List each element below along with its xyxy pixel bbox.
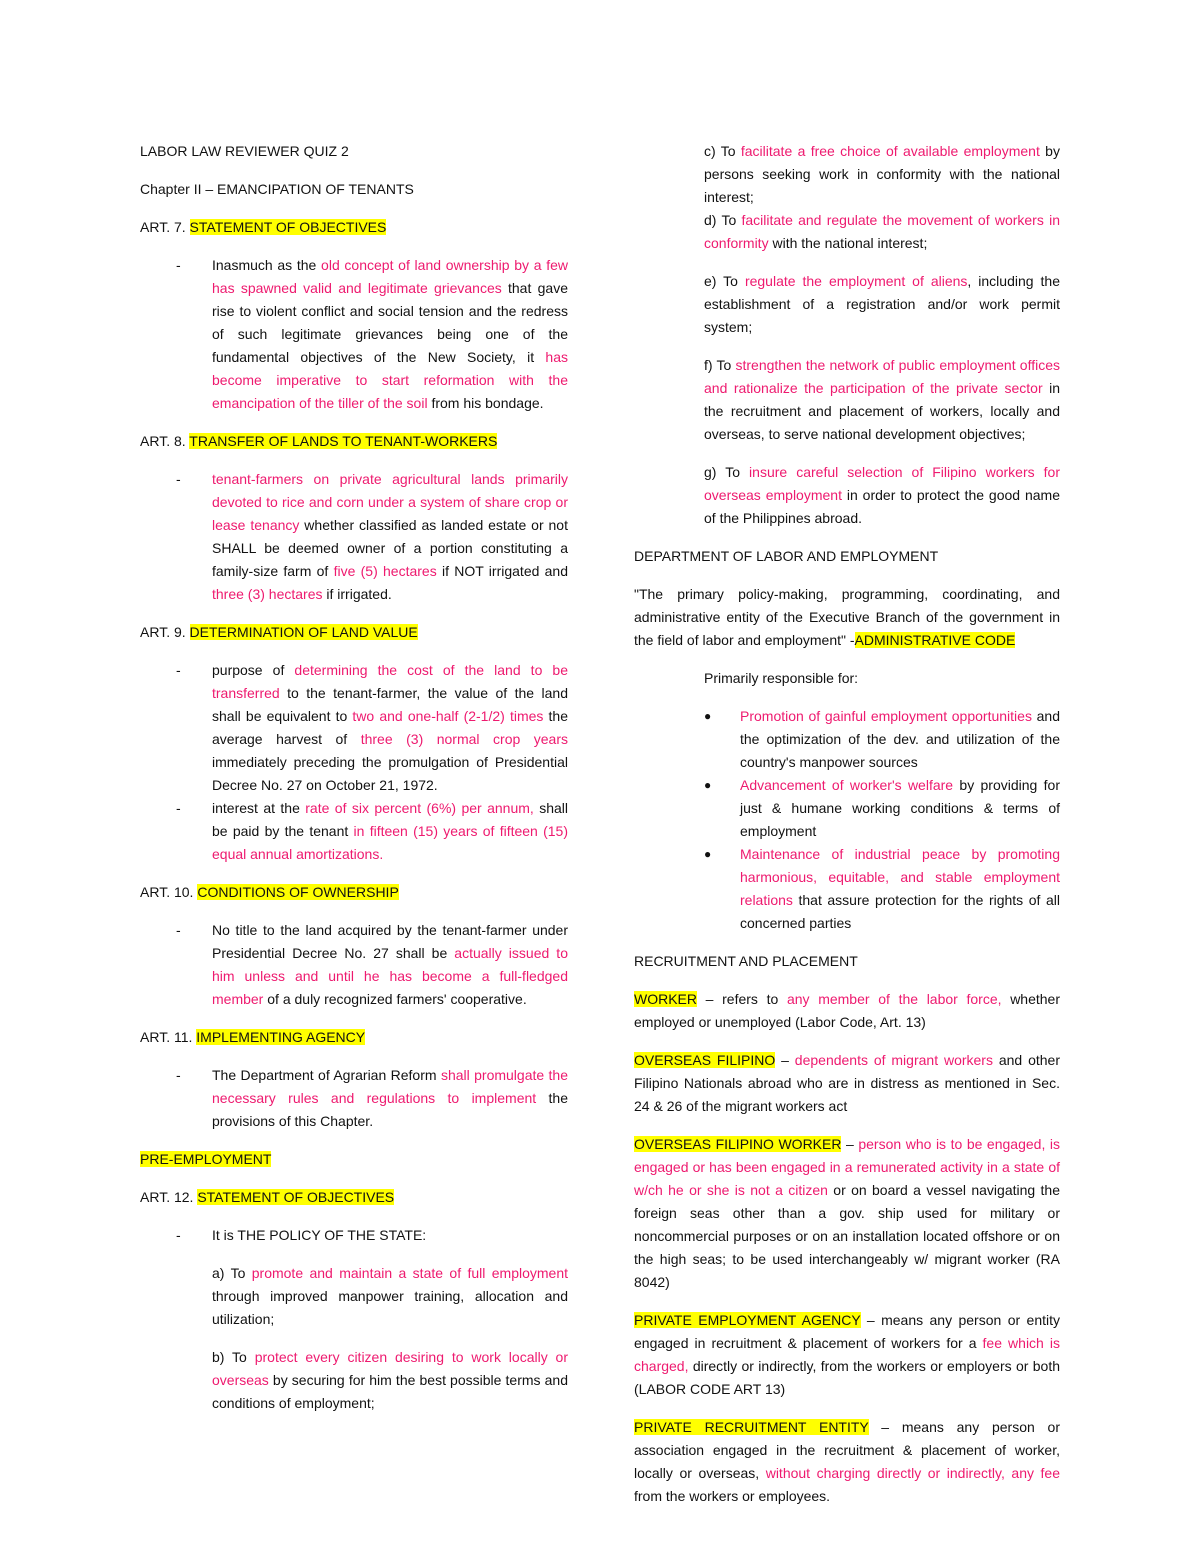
responsibility-item: ● Advancement of worker's welfare by providing for just & humane working conditions & terms of employment bbox=[634, 774, 1060, 843]
art9-item-1: - purpose of determining the cost of the land to be transferred to the tenant-farmer, the value of the land shall be equivalent to two and one-half (2-1/2) times the average harvest of three (3) normal crop years immediately preceding the promulgation of Presidential Decree No. 27 on October 21, 1972. bbox=[140, 659, 568, 797]
left-column bbox=[140, 140, 568, 1430]
highlight: WORKER bbox=[634, 991, 697, 1007]
def-private-employment-agency: PRIVATE EMPLOYMENT AGENCY – means any person or entity engaged in recruitment & placement of workers for a fee which is charged, directly or indirectly, from the workers or employers or both (LABOR CODE ART 13) bbox=[634, 1312, 1061, 1397]
document-title: LABOR LAW REVIEWER QUIZ 2 bbox=[140, 143, 349, 159]
pre-employment-heading bbox=[140, 1148, 568, 1171]
objective-c: c) To facilitate a free choice of available employment by persons seeking work in conformity with the national interest; bbox=[704, 143, 1060, 205]
def-overseas-filipino: OVERSEAS FILIPINO – dependents of migrant workers and other Filipino Nationals abroad who are in distress as mentioned in Sec. 24 & 26 of the migrant workers act bbox=[634, 1052, 1060, 1114]
highlight: OVERSEAS FILIPINO WORKER bbox=[634, 1136, 842, 1152]
objective-f: f) To strengthen the network of public employment offices and rationalize the participation of the private sector in the recruitment and placement of workers, locally and overseas, to serve national development objectives; bbox=[704, 357, 1060, 442]
objective-d: d) To facilitate and regulate the movement of workers in conformity with the national interest; bbox=[704, 212, 1061, 251]
highlight: OVERSEAS FILIPINO bbox=[634, 1052, 776, 1068]
objective-g: g) To insure careful selection of Filipino workers for overseas employment in order to protect the good name of the Philippines abroad. bbox=[704, 464, 1060, 526]
art9-item-2: - interest at the rate of six percent (6%) per annum, shall be paid by the tenant in fifteen (15) years of fifteen (15) equal annual amortizations. bbox=[140, 797, 568, 866]
dole-definition: "The primary policy-making, programming, coordinating, and administrative entity of the Executive Branch of the government in the field of labor and employment" -ADMINISTRATIVE CODE bbox=[634, 586, 1060, 648]
highlight: STATEMENT OF OBJECTIVES bbox=[197, 1189, 395, 1205]
recruitment-heading: RECRUITMENT AND PLACEMENT bbox=[634, 953, 858, 969]
art12-heading: ART. 12. STATEMENT OF OBJECTIVES bbox=[140, 1189, 395, 1205]
objective-b: b) To protect every citizen desiring to work locally or overseas by securing for him the best possible terms and conditions of employment; bbox=[212, 1349, 569, 1411]
highlight: STATEMENT OF OBJECTIVES bbox=[189, 219, 387, 235]
highlight: IMPLEMENTING AGENCY bbox=[196, 1029, 366, 1045]
objective-a: a) To promote and maintain a state of full employment through improved manpower training, allocation and utilization; bbox=[212, 1265, 569, 1327]
art7-heading: ART. 7. STATEMENT OF OBJECTIVES bbox=[140, 219, 387, 235]
objective-e: e) To regulate the employment of aliens, including the establishment of a registration and/or work permit system; bbox=[704, 273, 1060, 335]
art8-heading: ART. 8. TRANSFER OF LANDS TO TENANT-WORKERS bbox=[140, 433, 498, 449]
highlight: ADMINISTRATIVE CODE bbox=[854, 632, 1016, 648]
art8-item: - tenant-farmers on private agricultural lands primarily devoted to rice and corn under a system of share crop or lease tenancy whether classified as landed estate or not SHALL be deemed owner of a portion constituting a family-size farm of five (5) hectares if NOT irrigated and three (3) hectares if irrigated. bbox=[140, 468, 568, 606]
highlight: PRE-EMPLOYMENT bbox=[140, 1151, 272, 1167]
highlight: TRANSFER OF LANDS TO TENANT-WORKERS bbox=[189, 433, 498, 449]
dole-heading: DEPARTMENT OF LABOR AND EMPLOYMENT bbox=[634, 548, 939, 564]
art7-item: - Inasmuch as the old concept of land ownership by a few has spawned valid and legitimate grievances that gave rise to violent conflict and social tension and the redress of such legitimate grievances being one of the fundamental objectives of the New Society, it has become imperative to start reformation with the emancipation of the tiller of the soil from his bondage. bbox=[140, 254, 568, 415]
art11-heading: ART. 11. IMPLEMENTING AGENCY bbox=[140, 1029, 366, 1045]
def-worker: WORKER – refers to any member of the labor force, whether employed or unemployed (Labor Code, Art. 13) bbox=[634, 991, 1060, 1030]
highlight: DETERMINATION OF LAND VALUE bbox=[189, 624, 418, 640]
right-column bbox=[634, 140, 1060, 1523]
highlight: CONDITIONS OF OWNERSHIP bbox=[197, 884, 399, 900]
highlight: PRIVATE EMPLOYMENT AGENCY bbox=[634, 1312, 861, 1328]
responsibility-item: ● Promotion of gainful employment opportunities and the optimization of the dev. and utilization of the country's manpower sources bbox=[634, 705, 1060, 774]
def-overseas-filipino-worker: OVERSEAS FILIPINO WORKER – person who is to be engaged, is engaged or has been engaged in a remunerated activity in a state of w/ch he or she is not a citizen or on board a vessel navigating the foreign seas other than a gov. ship used for military or noncommercial purposes or on an installation located offshore or on the high seas; to be used interchangeably w/ migrant worker (RA 8042) bbox=[634, 1136, 1061, 1290]
art11-item: - The Department of Agrarian Reform shall promulgate the necessary rules and regulations to implement the provisions of this Chapter. bbox=[140, 1064, 568, 1133]
primarily-responsible: Primarily responsible for: bbox=[704, 670, 859, 686]
art10-heading: ART. 10. CONDITIONS OF OWNERSHIP bbox=[140, 884, 399, 900]
art10-item: - No title to the land acquired by the tenant-farmer under Presidential Decree No. 27 shall be actually issued to him unless and until he has become a full-fledged member of a duly recognized farmers' cooperative. bbox=[140, 919, 568, 1011]
responsibility-item: ● Maintenance of industrial peace by promoting harmonious, equitable, and stable employment relations that assure protection for the rights of all concerned parties bbox=[634, 843, 1060, 935]
art12-policy: - It is THE POLICY OF THE STATE: bbox=[140, 1224, 568, 1247]
chapter-heading: Chapter II – EMANCIPATION OF TENANTS bbox=[140, 181, 414, 197]
art9-heading: ART. 9. DETERMINATION OF LAND VALUE bbox=[140, 624, 418, 640]
highlight: PRIVATE RECRUITMENT ENTITY bbox=[634, 1419, 869, 1435]
def-private-recruitment-entity: PRIVATE RECRUITMENT ENTITY – means any person or association engaged in the recruitment & placement of worker, locally or overseas, without charging directly or indirectly, any fee from the workers or employees. bbox=[634, 1419, 1060, 1504]
